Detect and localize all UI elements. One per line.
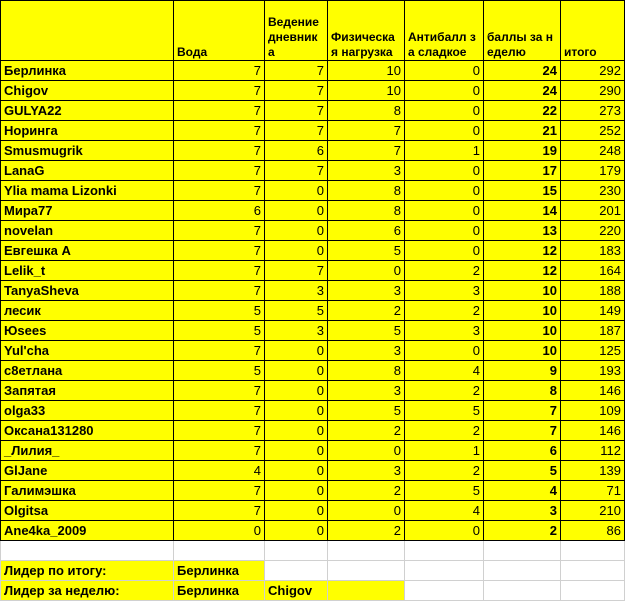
cell-water[interactable]: 7 bbox=[174, 181, 265, 201]
cell-name[interactable]: olga33 bbox=[1, 401, 174, 421]
cell-exercise[interactable]: 6 bbox=[328, 221, 405, 241]
cell-sweets[interactable]: 2 bbox=[405, 381, 484, 401]
empty-cell[interactable] bbox=[484, 561, 561, 581]
cell-name[interactable]: GlJane bbox=[1, 461, 174, 481]
empty-row bbox=[1, 541, 625, 561]
cell-week-points[interactable]: 13 bbox=[484, 221, 561, 241]
cell-name[interactable]: Мира77 bbox=[1, 201, 174, 221]
cell-week-points[interactable]: 10 bbox=[484, 281, 561, 301]
cell-water[interactable]: 7 bbox=[174, 81, 265, 101]
cell-name[interactable]: Юsees bbox=[1, 321, 174, 341]
cell-week-points[interactable]: 7 bbox=[484, 401, 561, 421]
table-row bbox=[1, 101, 625, 121]
cell-diary[interactable]: 5 bbox=[265, 301, 328, 321]
table-row bbox=[1, 161, 625, 181]
cell-week-points[interactable]: 5 bbox=[484, 461, 561, 481]
cell-name[interactable]: Норинга bbox=[1, 121, 174, 141]
cell-week-points[interactable]: 17 bbox=[484, 161, 561, 181]
cell-exercise[interactable]: 2 bbox=[328, 301, 405, 321]
cell-exercise[interactable]: 8 bbox=[328, 361, 405, 381]
cell-total[interactable]: 164 bbox=[561, 261, 625, 281]
cell-water[interactable]: 7 bbox=[174, 501, 265, 521]
cell-total[interactable]: 125 bbox=[561, 341, 625, 361]
cell-water[interactable]: 7 bbox=[174, 121, 265, 141]
cell-exercise[interactable]: 5 bbox=[328, 321, 405, 341]
cell-name[interactable]: c8етлана bbox=[1, 361, 174, 381]
cell-sweets[interactable]: 3 bbox=[405, 321, 484, 341]
cell-name[interactable]: Smusmugrik bbox=[1, 141, 174, 161]
empty-cell[interactable] bbox=[405, 561, 484, 581]
cell-exercise[interactable]: 0 bbox=[328, 261, 405, 281]
header-cell-exercise[interactable]: Физическая нагрузка bbox=[328, 1, 405, 61]
cell-week-points[interactable]: 7 bbox=[484, 421, 561, 441]
cell-week-points[interactable]: 3 bbox=[484, 501, 561, 521]
cell-total[interactable]: 109 bbox=[561, 401, 625, 421]
cell-water[interactable]: 5 bbox=[174, 321, 265, 341]
empty-cell[interactable] bbox=[405, 581, 484, 601]
cell-water[interactable]: 7 bbox=[174, 221, 265, 241]
empty-cell[interactable] bbox=[484, 541, 561, 561]
table-row bbox=[1, 421, 625, 441]
cell-sweets[interactable]: 2 bbox=[405, 461, 484, 481]
cell-sweets[interactable]: 1 bbox=[405, 141, 484, 161]
cell-sweets[interactable]: 5 bbox=[405, 401, 484, 421]
cell-exercise[interactable]: 3 bbox=[328, 461, 405, 481]
table-row bbox=[1, 81, 625, 101]
table-row bbox=[1, 281, 625, 301]
cell-diary[interactable]: 7 bbox=[265, 61, 328, 81]
cell-water[interactable]: 4 bbox=[174, 461, 265, 481]
leader-total-value[interactable]: Берлинка bbox=[174, 561, 265, 581]
cell-sweets[interactable]: 0 bbox=[405, 221, 484, 241]
cell-exercise[interactable]: 3 bbox=[328, 341, 405, 361]
cell-name[interactable]: Yul'cha bbox=[1, 341, 174, 361]
cell-total[interactable]: 149 bbox=[561, 301, 625, 321]
table-row bbox=[1, 381, 625, 401]
cell-diary[interactable]: 0 bbox=[265, 361, 328, 381]
header-cell-week-points[interactable]: баллы за неделю bbox=[484, 1, 561, 61]
cell-diary[interactable]: 0 bbox=[265, 401, 328, 421]
cell-water[interactable]: 6 bbox=[174, 201, 265, 221]
table-row bbox=[1, 321, 625, 341]
empty-cell[interactable] bbox=[484, 581, 561, 601]
cell-total[interactable]: 146 bbox=[561, 381, 625, 401]
header-cell-total[interactable]: итого bbox=[561, 1, 625, 61]
table-row bbox=[1, 181, 625, 201]
cell-week-points[interactable]: 10 bbox=[484, 321, 561, 341]
cell-total[interactable]: 201 bbox=[561, 201, 625, 221]
cell-total[interactable]: 292 bbox=[561, 61, 625, 81]
empty-cell[interactable] bbox=[328, 581, 405, 601]
cell-total[interactable]: 193 bbox=[561, 361, 625, 381]
empty-cell[interactable] bbox=[1, 541, 174, 561]
table-row bbox=[1, 201, 625, 221]
cell-exercise[interactable]: 0 bbox=[328, 501, 405, 521]
cell-week-points[interactable]: 22 bbox=[484, 101, 561, 121]
cell-exercise[interactable]: 8 bbox=[328, 201, 405, 221]
cell-water[interactable]: 7 bbox=[174, 481, 265, 501]
cell-water[interactable]: 7 bbox=[174, 141, 265, 161]
cell-total[interactable]: 146 bbox=[561, 421, 625, 441]
cell-water[interactable]: 7 bbox=[174, 421, 265, 441]
cell-exercise[interactable]: 3 bbox=[328, 281, 405, 301]
table-row bbox=[1, 301, 625, 321]
cell-week-points[interactable]: 21 bbox=[484, 121, 561, 141]
cell-water[interactable]: 0 bbox=[174, 521, 265, 541]
leader-week-label[interactable]: Лидер за неделю: bbox=[1, 581, 174, 601]
cell-name[interactable]: Галимэшка bbox=[1, 481, 174, 501]
empty-cell[interactable] bbox=[328, 541, 405, 561]
cell-exercise[interactable]: 3 bbox=[328, 161, 405, 181]
cell-sweets[interactable]: 0 bbox=[405, 201, 484, 221]
cell-name[interactable]: GULYA22 bbox=[1, 101, 174, 121]
cell-week-points[interactable]: 24 bbox=[484, 61, 561, 81]
cell-water[interactable]: 7 bbox=[174, 241, 265, 261]
cell-week-points[interactable]: 10 bbox=[484, 301, 561, 321]
cell-diary[interactable]: 7 bbox=[265, 81, 328, 101]
cell-diary[interactable]: 7 bbox=[265, 161, 328, 181]
cell-water[interactable]: 7 bbox=[174, 281, 265, 301]
cell-total[interactable]: 179 bbox=[561, 161, 625, 181]
cell-total[interactable]: 86 bbox=[561, 521, 625, 541]
cell-diary[interactable]: 7 bbox=[265, 261, 328, 281]
cell-diary[interactable]: 0 bbox=[265, 501, 328, 521]
cell-diary[interactable]: 0 bbox=[265, 241, 328, 261]
cell-diary[interactable]: 0 bbox=[265, 221, 328, 241]
cell-exercise[interactable]: 7 bbox=[328, 121, 405, 141]
cell-diary[interactable]: 0 bbox=[265, 181, 328, 201]
cell-total[interactable]: 71 bbox=[561, 481, 625, 501]
cell-sweets[interactable]: 0 bbox=[405, 101, 484, 121]
header-cell-sweets[interactable]: Антибалл за сладкое bbox=[405, 1, 484, 61]
empty-cell[interactable] bbox=[174, 541, 265, 561]
table-row bbox=[1, 61, 625, 81]
empty-cell[interactable] bbox=[561, 561, 625, 581]
header-cell-water[interactable]: Вода bbox=[174, 1, 265, 61]
leader-week-value-2[interactable]: Chigov bbox=[265, 581, 328, 601]
cell-diary[interactable]: 0 bbox=[265, 381, 328, 401]
cell-diary[interactable]: 7 bbox=[265, 101, 328, 121]
cell-total[interactable]: 252 bbox=[561, 121, 625, 141]
cell-sweets[interactable]: 2 bbox=[405, 301, 484, 321]
cell-total[interactable]: 220 bbox=[561, 221, 625, 241]
table-row bbox=[1, 221, 625, 241]
cell-name[interactable]: Lelik_t bbox=[1, 261, 174, 281]
cell-week-points[interactable]: 15 bbox=[484, 181, 561, 201]
empty-cell[interactable] bbox=[265, 561, 328, 581]
cell-week-points[interactable]: 12 bbox=[484, 261, 561, 281]
cell-name[interactable]: Ane4ka_2009 bbox=[1, 521, 174, 541]
cell-exercise[interactable]: 8 bbox=[328, 101, 405, 121]
header-row bbox=[1, 1, 625, 61]
empty-cell[interactable] bbox=[561, 581, 625, 601]
cell-diary[interactable]: 7 bbox=[265, 121, 328, 141]
cell-total[interactable]: 187 bbox=[561, 321, 625, 341]
cell-sweets[interactable]: 4 bbox=[405, 361, 484, 381]
table-row bbox=[1, 501, 625, 521]
empty-cell[interactable] bbox=[561, 541, 625, 561]
cell-water[interactable]: 5 bbox=[174, 361, 265, 381]
table-row bbox=[1, 121, 625, 141]
leader-total-label[interactable]: Лидер по итогу: bbox=[1, 561, 174, 581]
empty-cell[interactable] bbox=[265, 541, 328, 561]
cell-name[interactable]: TanyaSheva bbox=[1, 281, 174, 301]
cell-sweets[interactable]: 0 bbox=[405, 521, 484, 541]
cell-diary[interactable]: 0 bbox=[265, 421, 328, 441]
cell-name[interactable]: LanaG bbox=[1, 161, 174, 181]
header-cell-diary[interactable]: Ведение дневника bbox=[265, 1, 328, 61]
cell-week-points[interactable]: 9 bbox=[484, 361, 561, 381]
cell-name[interactable]: _Лилия_ bbox=[1, 441, 174, 461]
cell-name[interactable]: Запятая bbox=[1, 381, 174, 401]
table-row bbox=[1, 341, 625, 361]
cell-diary[interactable]: 0 bbox=[265, 341, 328, 361]
table-row bbox=[1, 261, 625, 281]
cell-exercise[interactable]: 5 bbox=[328, 401, 405, 421]
footer-row bbox=[1, 561, 625, 581]
cell-week-points[interactable]: 24 bbox=[484, 81, 561, 101]
empty-cell[interactable] bbox=[405, 541, 484, 561]
cell-exercise[interactable]: 2 bbox=[328, 421, 405, 441]
cell-sweets[interactable]: 0 bbox=[405, 241, 484, 261]
cell-exercise[interactable]: 0 bbox=[328, 441, 405, 461]
cell-diary[interactable]: 0 bbox=[265, 521, 328, 541]
leader-week-value-1[interactable]: Берлинка bbox=[174, 581, 265, 601]
cell-water[interactable]: 7 bbox=[174, 341, 265, 361]
cell-sweets[interactable]: 0 bbox=[405, 181, 484, 201]
cell-diary[interactable]: 6 bbox=[265, 141, 328, 161]
cell-diary[interactable]: 3 bbox=[265, 321, 328, 341]
cell-week-points[interactable]: 6 bbox=[484, 441, 561, 461]
cell-diary[interactable]: 0 bbox=[265, 461, 328, 481]
cell-diary[interactable]: 0 bbox=[265, 201, 328, 221]
cell-sweets[interactable]: 0 bbox=[405, 341, 484, 361]
cell-week-points[interactable]: 4 bbox=[484, 481, 561, 501]
cell-water[interactable]: 7 bbox=[174, 101, 265, 121]
cell-exercise[interactable]: 2 bbox=[328, 481, 405, 501]
cell-name[interactable]: Берлинка bbox=[1, 61, 174, 81]
cell-diary[interactable]: 3 bbox=[265, 281, 328, 301]
header-cell-name[interactable] bbox=[1, 1, 174, 61]
cell-name[interactable]: Оксана131280 bbox=[1, 421, 174, 441]
table-row bbox=[1, 441, 625, 461]
table-row bbox=[1, 521, 625, 541]
cell-exercise[interactable]: 10 bbox=[328, 61, 405, 81]
cell-name[interactable]: novelan bbox=[1, 221, 174, 241]
cell-total[interactable]: 210 bbox=[561, 501, 625, 521]
cell-exercise[interactable]: 3 bbox=[328, 381, 405, 401]
cell-name[interactable]: Olgitsa bbox=[1, 501, 174, 521]
footer-row bbox=[1, 581, 625, 601]
cell-week-points[interactable]: 14 bbox=[484, 201, 561, 221]
cell-sweets[interactable]: 0 bbox=[405, 61, 484, 81]
cell-total[interactable]: 248 bbox=[561, 141, 625, 161]
cell-name[interactable]: Ylia mama Lizonki bbox=[1, 181, 174, 201]
cell-water[interactable]: 7 bbox=[174, 161, 265, 181]
table-row bbox=[1, 141, 625, 161]
cell-week-points[interactable]: 8 bbox=[484, 381, 561, 401]
cell-water[interactable]: 7 bbox=[174, 401, 265, 421]
cell-exercise[interactable]: 10 bbox=[328, 81, 405, 101]
cell-water[interactable]: 7 bbox=[174, 381, 265, 401]
cell-exercise[interactable]: 5 bbox=[328, 241, 405, 261]
cell-week-points[interactable]: 2 bbox=[484, 521, 561, 541]
cell-diary[interactable]: 0 bbox=[265, 481, 328, 501]
cell-water[interactable]: 7 bbox=[174, 441, 265, 461]
cell-name[interactable]: лесик bbox=[1, 301, 174, 321]
cell-exercise[interactable]: 7 bbox=[328, 141, 405, 161]
empty-cell[interactable] bbox=[328, 561, 405, 581]
cell-week-points[interactable]: 12 bbox=[484, 241, 561, 261]
cell-sweets[interactable]: 5 bbox=[405, 481, 484, 501]
cell-week-points[interactable]: 19 bbox=[484, 141, 561, 161]
cell-sweets[interactable]: 2 bbox=[405, 261, 484, 281]
cell-water[interactable]: 5 bbox=[174, 301, 265, 321]
cell-total[interactable]: 230 bbox=[561, 181, 625, 201]
cell-exercise[interactable]: 8 bbox=[328, 181, 405, 201]
cell-total[interactable]: 188 bbox=[561, 281, 625, 301]
cell-name[interactable]: Евгешка А bbox=[1, 241, 174, 261]
cell-total[interactable]: 112 bbox=[561, 441, 625, 461]
cell-sweets[interactable]: 2 bbox=[405, 421, 484, 441]
table-row bbox=[1, 401, 625, 421]
cell-water[interactable]: 7 bbox=[174, 261, 265, 281]
cell-sweets[interactable]: 0 bbox=[405, 81, 484, 101]
table-row bbox=[1, 481, 625, 501]
cell-name[interactable]: Chigov bbox=[1, 81, 174, 101]
cell-water[interactable]: 7 bbox=[174, 61, 265, 81]
cell-sweets[interactable]: 1 bbox=[405, 441, 484, 461]
table-row bbox=[1, 461, 625, 481]
cell-sweets[interactable]: 4 bbox=[405, 501, 484, 521]
cell-sweets[interactable]: 3 bbox=[405, 281, 484, 301]
cell-sweets[interactable]: 0 bbox=[405, 121, 484, 141]
cell-sweets[interactable]: 0 bbox=[405, 161, 484, 181]
cell-total[interactable]: 290 bbox=[561, 81, 625, 101]
cell-exercise[interactable]: 2 bbox=[328, 521, 405, 541]
cell-total[interactable]: 139 bbox=[561, 461, 625, 481]
cell-total[interactable]: 273 bbox=[561, 101, 625, 121]
cell-total[interactable]: 183 bbox=[561, 241, 625, 261]
table-row bbox=[1, 361, 625, 381]
cell-diary[interactable]: 0 bbox=[265, 441, 328, 461]
cell-week-points[interactable]: 10 bbox=[484, 341, 561, 361]
table-row bbox=[1, 241, 625, 261]
